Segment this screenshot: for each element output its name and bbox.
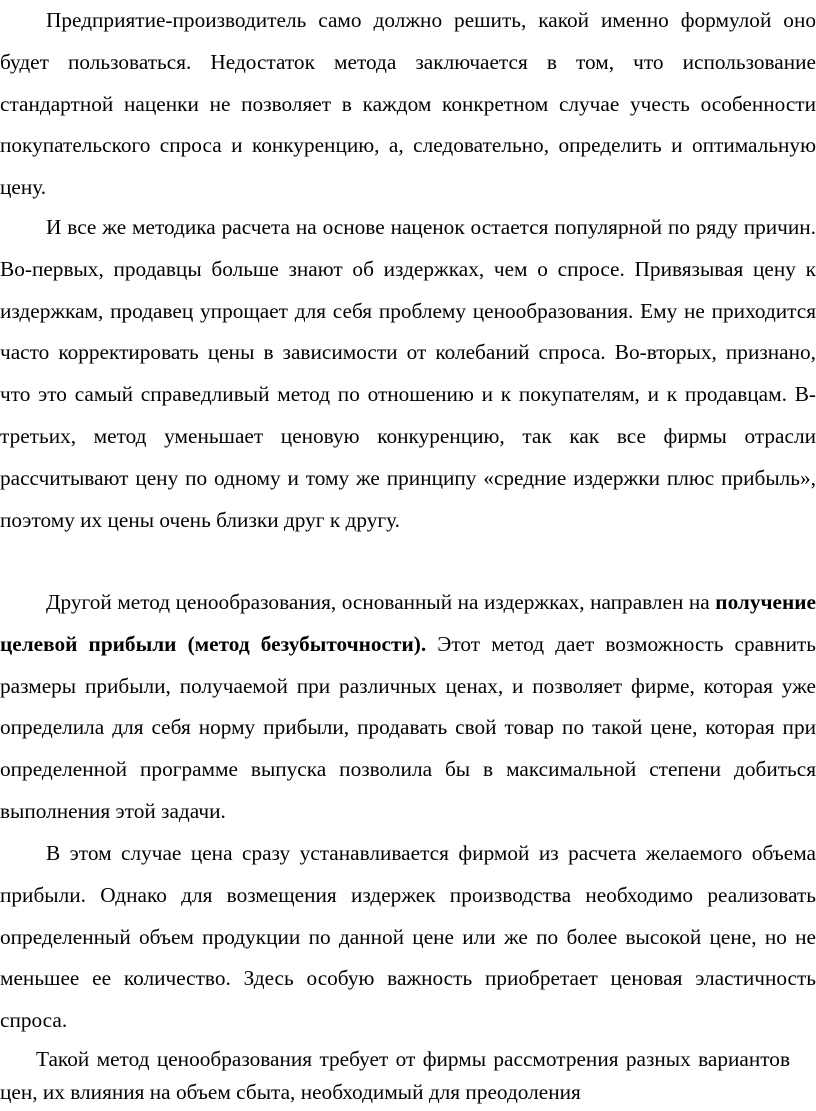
paragraph-3-lead: Другой метод ценообразования, основанный на издержках, направлен на	[46, 590, 716, 614]
paragraph-3-rest: Этот метод дает возможность сравнить размеры прибыли, получаемой при различных ценах, и позволяет фирме, которая уже определила для себя норму прибыли, продавать свой товар по такой цене, которая при определенной программе выпуска позволила бы в максимальной степени добиться выполнения этой задачи.	[0, 631, 816, 823]
paragraph-4: В этом случае цена сразу устанавливается фирмой из расчета желаемого объема прибыли. Однако для возмещения издержек производства необходимо реализовать определенный объем продукции по данной цене или же по более высокой цене, но не меньшее ее количество. Здесь особую важность приобретает ценовая эластичность спроса.	[0, 841, 816, 1033]
paragraph-1: Предприятие-производитель само должно решить, какой именно формулой оно будет пользоваться. Недостаток метода заключается в том, что использование стандартной наценки не позволяет в каждом конкретном случае учесть особенности покупательского спроса и конкуренцию, а, следовательно, определить и оптимальную цену.	[0, 8, 816, 200]
paragraph-3	[0, 582, 816, 833]
paragraph-2: И все же методика расчета на основе наценок остается популярной по ряду причин. Во-первых, продавцы больше знают об издержках, чем о спросе. Привязывая цену к издержкам, продавец упрощает для себя проблему ценообразования. Ему не приходится часто корректировать цены в зависимости от колебаний спроса. Во-вторых, признано, что это самый справедливый метод по отношению и к покупателям, и к продавцам. В-третьих, метод уменьшает ценовую конкуренцию, так как все фирмы отрасли рассчитывают цену по одному и тому же принципу «средние издержки плюс прибыль», поэтому их цены очень близки друг к другу.	[0, 215, 816, 532]
paragraph-3-emphasis: получение целевой прибыли (метод безубыточности).	[0, 590, 816, 656]
paragraph-5: Такой метод ценообразования требует от фирмы рассмотрения разных вариантов цен, их влияния на объем сбыта, необходимый для преодоления	[0, 1047, 790, 1104]
